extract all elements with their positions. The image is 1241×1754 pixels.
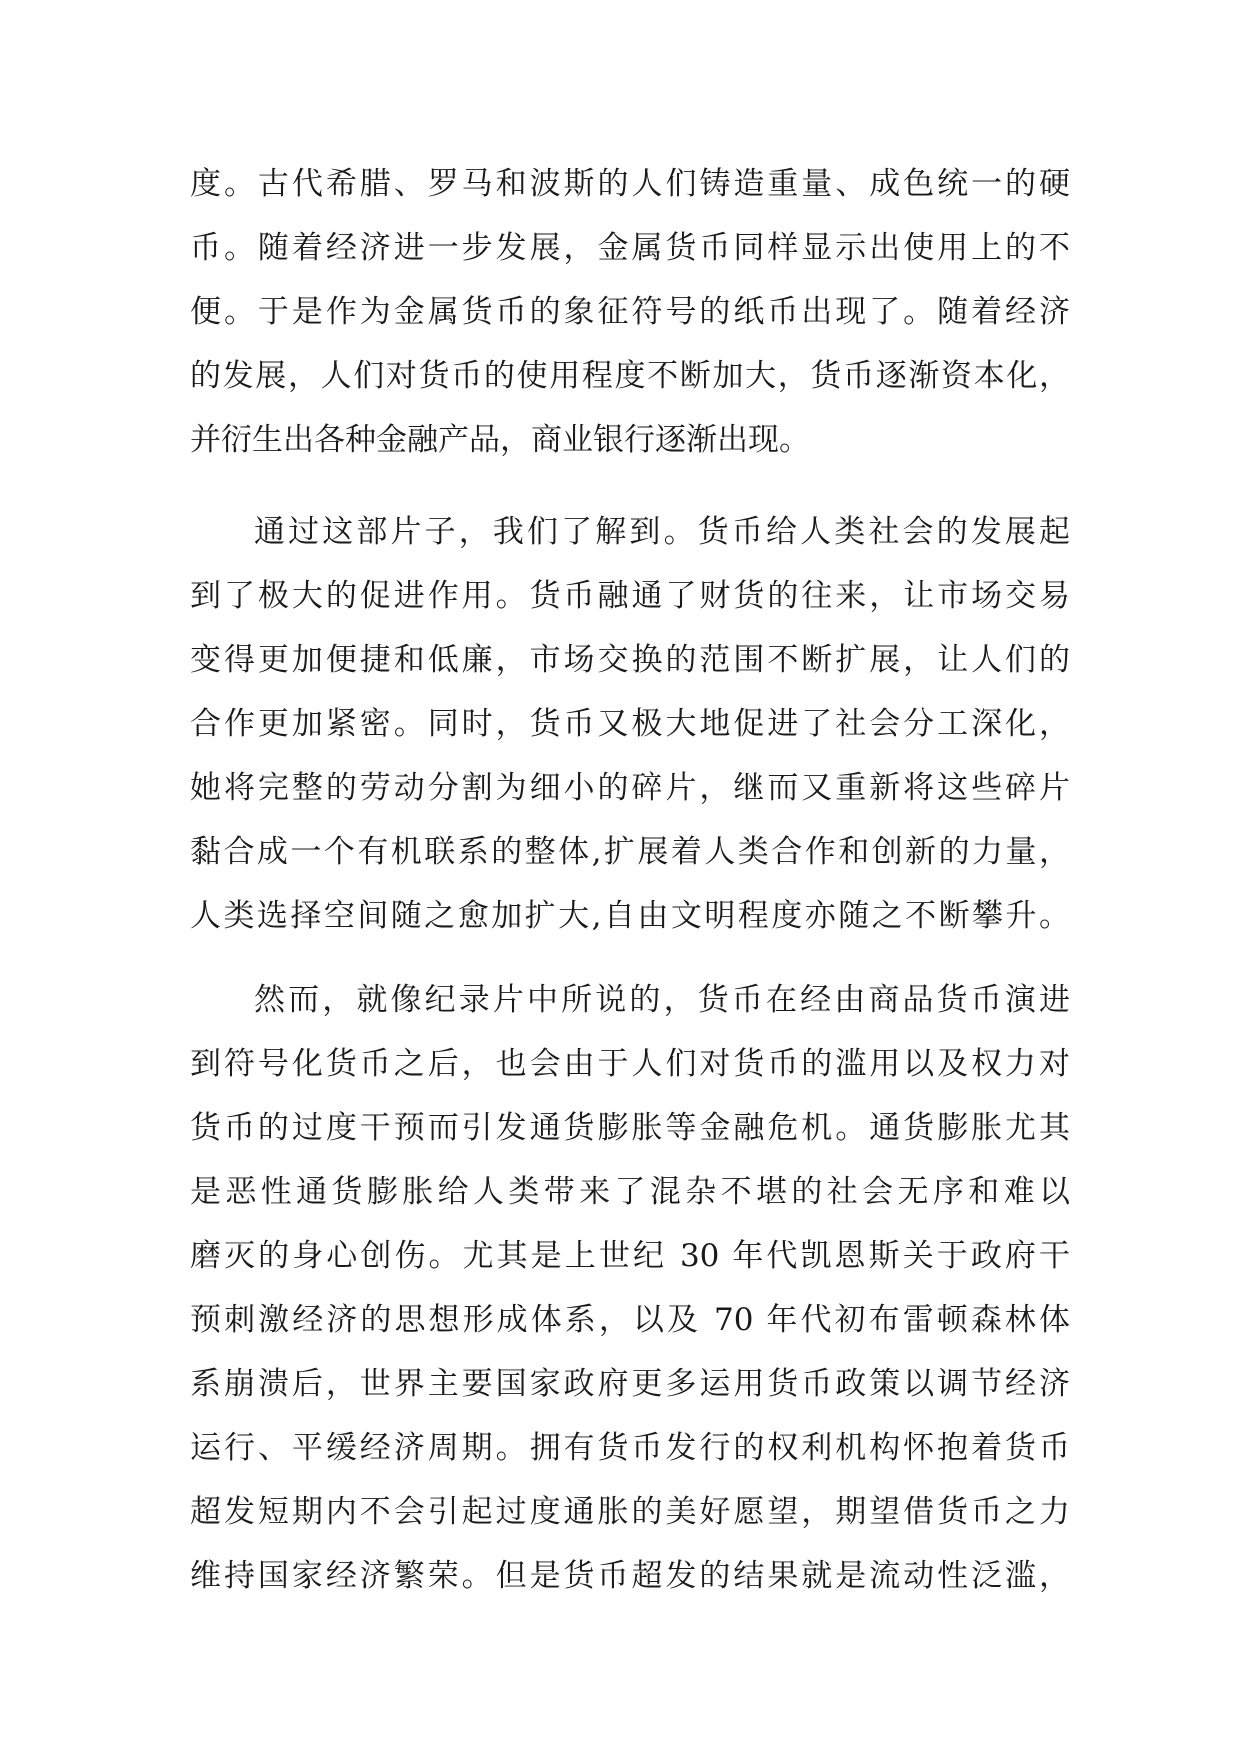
text-line: 合作更加紧密。同时，货币又极大地促进了社会分工深化， [190, 706, 1070, 742]
text-line: 超发短期内不会引起过度通胀的美好愿望，期望借货币之力 [190, 1494, 1070, 1530]
text-line: 她将完整的劳动分割为细小的碎片，继而又重新将这些碎片 [190, 770, 1070, 806]
text-line: 运行、平缓经济周期。拥有货币发行的权利机构怀抱着货币 [190, 1430, 1070, 1466]
text-line: 便。于是作为金属货币的象征符号的纸币出现了。随着经济 [190, 294, 1070, 330]
text-line: 币。随着经济进一步发展，金属货币同样显示出使用上的不 [190, 230, 1070, 266]
text-line: 度。古代希腊、罗马和波斯的人们铸造重量、成色统一的硬 [190, 166, 1070, 202]
text-line: 是恶性通货膨胀给人类带来了混杂不堪的社会无序和难以 [190, 1174, 1070, 1210]
text-line: 到了极大的促进作用。货币融通了财货的往来，让市场交易 [190, 578, 1070, 614]
paragraph-2 [190, 500, 1070, 948]
paragraph-3 [190, 968, 1070, 1608]
text-line: 预刺激经济的思想形成体系，以及 70 年代初布雷顿森林体 [190, 1302, 1070, 1338]
text-line: 到符号化货币之后，也会由于人们对货币的滥用以及权力对 [190, 1046, 1070, 1082]
text-line: 系崩溃后，世界主要国家政府更多运用货币政策以调节经济 [190, 1366, 1070, 1402]
text-line: 维持国家经济繁荣。但是货币超发的结果就是流动性泛滥， [190, 1558, 1070, 1594]
text-line: 货币的过度干预而引发通货膨胀等金融危机。通货膨胀尤其 [190, 1110, 1070, 1146]
text-line: 磨灭的身心创伤。尤其是上世纪 30 年代凯恩斯关于政府干 [190, 1238, 1070, 1274]
text-line: 变得更加便捷和低廉，市场交换的范围不断扩展，让人们的 [190, 642, 1070, 678]
paragraph-1 [190, 152, 1070, 472]
text-line: 人类选择空间随之愈加扩大,自由文明程度亦随之不断攀升。 [190, 898, 1070, 934]
text-line: 黏合成一个有机联系的整体,扩展着人类合作和创新的力量， [190, 834, 1070, 870]
text-line: 的发展，人们对货币的使用程度不断加大，货币逐渐资本化， [190, 358, 1070, 394]
text-line: 然而，就像纪录片中所说的，货币在经由商品货币演进 [254, 982, 1070, 1018]
text-line: 通过这部片子，我们了解到。货币给人类社会的发展起 [254, 514, 1070, 550]
text-line: 并衍生出各种金融产品，商业银行逐渐出现。 [190, 422, 810, 458]
